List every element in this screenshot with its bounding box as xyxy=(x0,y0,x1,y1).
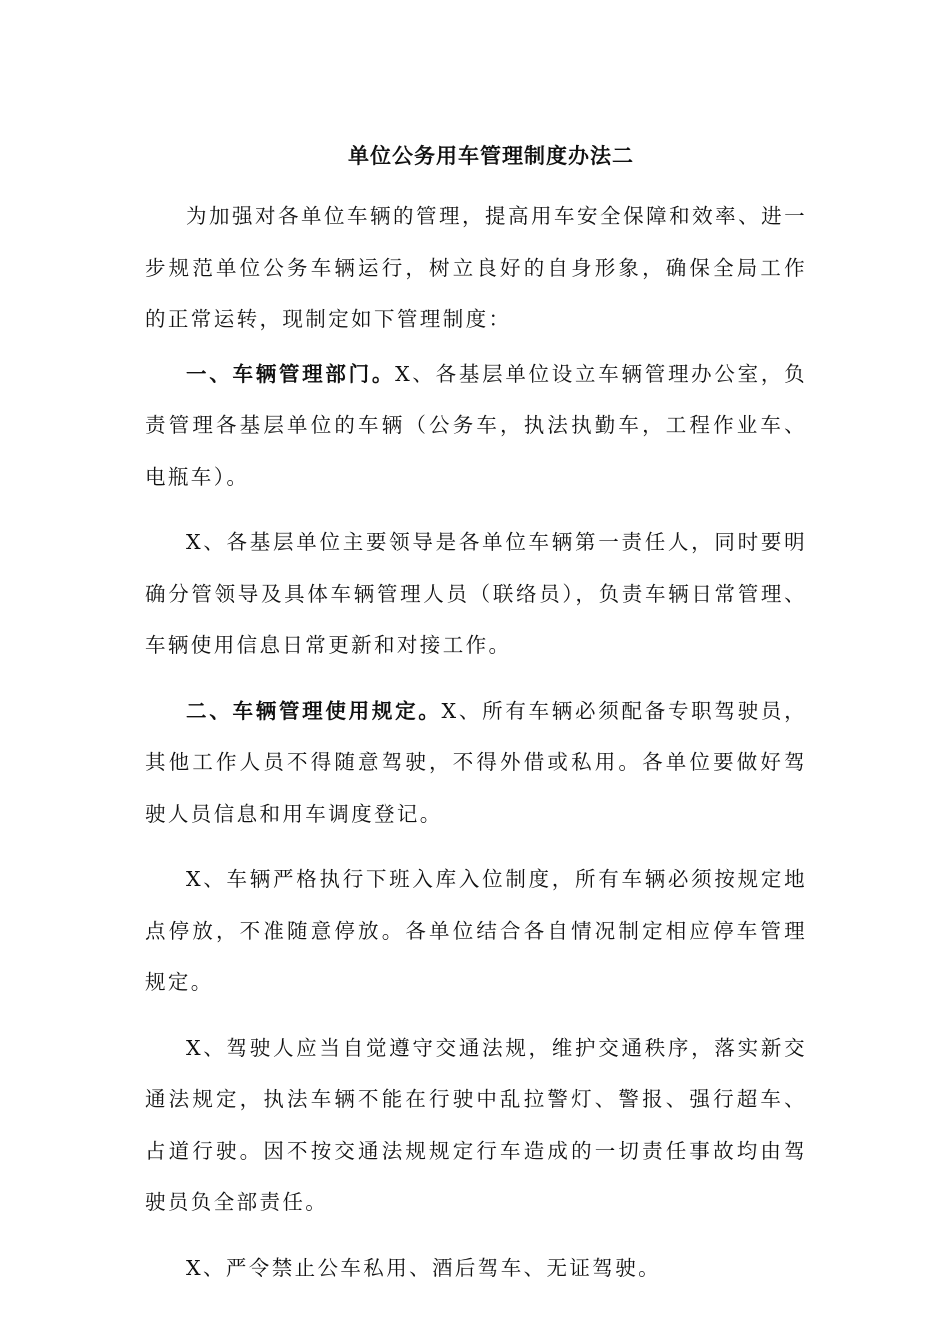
paragraph-text: X、所有车辆必须配备专职驾驶员，其他工作人员不得随意驾驶，不得外借或私用。各单位要做好驾驶人员信息和用车调度登记。 xyxy=(145,698,807,826)
paragraph-text: X、严令禁止公车私用、酒后驾车、无证驾驶。 xyxy=(186,1255,661,1280)
section-2-item-3-paragraph xyxy=(145,1023,807,1229)
intro-paragraph xyxy=(145,191,807,346)
document-title: 单位公务用车管理制度办法二 xyxy=(348,144,634,168)
section-1-paragraph xyxy=(145,349,807,504)
section-2-paragraph xyxy=(145,686,807,841)
paragraph-text: X、驾驶人应当自觉遵守交通法规，维护交通秩序，落实新交通法规定，执法车辆不能在行驶中乱拉警灯、警报、强行超车、占道行驶。因不按交通法规规定行车造成的一切责任事故均由驾驶员负全部责任。 xyxy=(145,1035,807,1214)
paragraph-text: X、各基层单位设立车辆管理办公室，负责管理各基层单位的车辆（公务车，执法执勤车，工程作业车、电瓶车）。 xyxy=(145,361,807,489)
section-1-item-2-paragraph xyxy=(145,517,807,672)
paragraph-text: X、车辆严格执行下班入库入位制度，所有车辆必须按规定地点停放，不准随意停放。各单位结合各自情况制定相应停车管理规定。 xyxy=(145,867,807,994)
section-2-item-2-paragraph xyxy=(145,854,807,1009)
paragraph-text: 为加强对各单位车辆的管理，提高用车安全保障和效率、进一步规范单位公务车辆运行，树立良好的自身形象，确保全局工作的正常运转，现制定如下管理制度： xyxy=(145,204,807,331)
paragraph-text: X、各基层单位主要领导是各单位车辆第一责任人，同时要明确分管领导及具体车辆管理人员（联络员），负责车辆日常管理、车辆使用信息日常更新和对接工作。 xyxy=(145,530,807,657)
section-2-item-4-paragraph xyxy=(145,1243,807,1295)
section-heading: 一、车辆管理部门。 xyxy=(186,361,396,386)
document-body xyxy=(145,138,807,1297)
section-heading: 二、车辆管理使用规定。 xyxy=(186,698,442,723)
